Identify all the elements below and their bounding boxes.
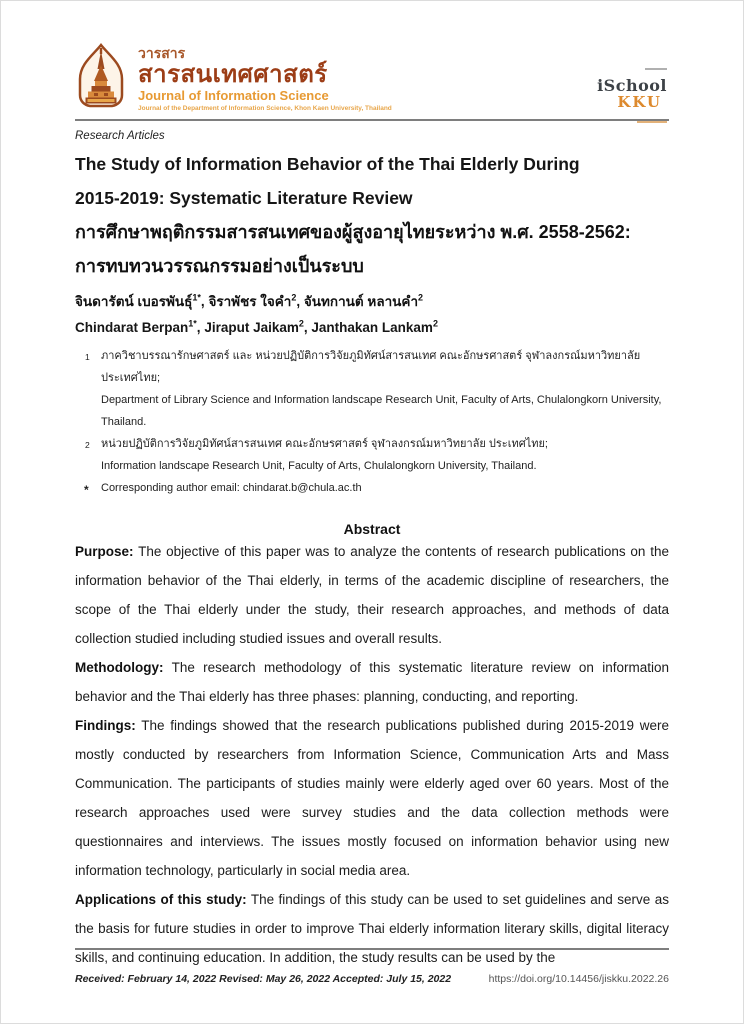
- journal-header: [75, 43, 669, 117]
- findings-text: The findings showed that the research publications published during 2015-2019 were mostly conducted by researchers from Information Science, Communication Arts and Mass Communication. The participants of studies mainly were elderly aged over 60 years. Most of the research approaches used were survey studies and the data collection methods were questionnaires and interviews. The issues mostly focused on information behavior using new information technology, particularly in social media area.: [75, 718, 669, 878]
- journal-tagline: Journal of the Department of Information Science, Khon Kaen University, Thailand: [138, 105, 392, 112]
- abstract-heading: Abstract: [343, 521, 401, 537]
- abstract-methodology-paragraph: [75, 653, 669, 711]
- author-en-2: Jiraput Jaikam: [204, 320, 299, 335]
- article-title-th-line2: การทบทวนวรรณกรรมอย่างเป็นระบบ: [75, 256, 364, 276]
- methodology-label: Methodology:: [75, 660, 164, 675]
- author-en-1: Chindarat Berpan: [75, 320, 189, 335]
- article-history-dates: Received: February 14, 2022 Revised: May 26, 2022 Accepted: July 15, 2022: [75, 973, 452, 985]
- author-separator: ,: [296, 294, 304, 309]
- affiliation-2-thai: หน่วยปฏิบัติการวิจัยภูมิทัศน์สารสนเทศ คณะอักษรศาสตร์ จุฬาลงกรณ์มหาวิทยาลัย ประเทศไทย;: [101, 438, 548, 450]
- methodology-text: The research methodology of this systematic literature review on information behavior and the Thai elderly has three phases: planning, conducting, and reporting.: [75, 660, 669, 704]
- corresponding-author-note: [75, 477, 669, 499]
- authors-thai: [75, 290, 669, 312]
- author-th-1-affil-mark: 1*: [192, 292, 201, 303]
- author-en-3: Janthakan Lankam: [311, 320, 433, 335]
- affiliation-2-english: Information landscape Research Unit, Faculty of Arts, Chulalongkorn University, Thailand.: [101, 460, 537, 472]
- affiliation-1-english: Department of Library Science and Information landscape Research Unit, Faculty of Arts, Chulalongkorn University, Thailand.: [101, 394, 662, 428]
- page-footer: [75, 948, 669, 985]
- article-title-en-line1: The Study of Information Behavior of the Thai Elderly During: [75, 154, 580, 174]
- abstract-purpose-paragraph: [75, 537, 669, 653]
- ischool-tagline-bar-top: [645, 68, 667, 70]
- author-th-3-affil-mark: 2: [418, 292, 424, 303]
- author-en-1-affil-mark: 1*: [188, 318, 197, 329]
- author-en-3-affil-mark: 2: [432, 318, 438, 329]
- corresponding-marker: *: [84, 483, 89, 497]
- purpose-label: Purpose:: [75, 544, 134, 559]
- author-separator: ,: [200, 294, 209, 309]
- authors-english: [75, 320, 669, 335]
- affiliation-1-marker: 1: [85, 352, 90, 362]
- abstract-findings-paragraph: [75, 711, 669, 885]
- article-title: [75, 147, 669, 283]
- findings-label: Findings:: [75, 718, 136, 733]
- affiliations-list: [75, 345, 669, 499]
- section-label: Research Articles: [75, 130, 165, 142]
- purpose-text: The objective of this paper was to analyze the contents of research publications on the information behavior of the Thai elderly, in terms of the academic discipline of researchers, the scope of the Thai elderly under the study, their research approaches, and methods of data collection studied including studied issues and overall results.: [75, 544, 669, 646]
- corresponding-email-text: Corresponding author email: chindarat.b@chula.ac.th: [101, 482, 362, 494]
- journal-logo: [75, 43, 392, 117]
- affiliation-1: [75, 345, 669, 433]
- applications-text: The findings of this study can be used to set guidelines and serve as the basis for future studies in order to improve Thai elderly information literary skills, digital literacy skills, and continuing education. In addition, the study results can be used by the: [75, 892, 669, 965]
- ischool-kku-logo: [597, 59, 669, 128]
- author-th-2: จิราพัชร ใจคำ: [208, 294, 292, 309]
- journal-emblem-icon: [75, 43, 127, 117]
- journal-name-english: Journal of Information Science: [138, 88, 329, 103]
- abstract-body: [75, 537, 669, 972]
- journal-name-thai-small: วารสาร: [138, 45, 186, 61]
- ischool-logo-text: iSchool: [597, 76, 667, 95]
- journal-logo-text: [138, 43, 392, 117]
- affiliation-2-marker: 2: [85, 440, 90, 450]
- footer-divider: [75, 948, 669, 950]
- affiliation-1-thai: ภาควิชาบรรณารักษศาสตร์ และ หน่วยปฏิบัติการวิจัยภูมิทัศน์สารสนเทศ คณะอักษรศาสตร์ จุฬาลงกรณ์มหาวิทยาลัย ประเทศไทย;: [101, 350, 641, 384]
- applications-label: Applications of this study:: [75, 892, 247, 907]
- affiliation-2: [75, 433, 669, 477]
- journal-name-thai-large: สารสนเทศศาสตร์: [138, 61, 328, 88]
- author-th-1: จินดารัตน์ เบอรพันธุ์: [75, 294, 193, 309]
- author-th-2-affil-mark: 2: [291, 292, 297, 303]
- doi-link[interactable]: https://doi.org/10.14456/jiskku.2022.26: [488, 973, 669, 985]
- author-separator: ,: [196, 320, 205, 335]
- author-th-3: จันทกานต์ หลานคำ: [303, 294, 419, 309]
- article-title-en-line2: 2015-2019: Systematic Literature Review: [75, 188, 413, 208]
- ischool-kku-text: KKU: [617, 93, 662, 111]
- author-en-2-affil-mark: 2: [298, 318, 304, 329]
- ischool-tagline-bar-bottom: [637, 121, 667, 123]
- article-title-th-line1: การศึกษาพฤติกรรมสารสนเทศของผู้สูงอายุไทยระหว่าง พ.ศ. 2558-2562:: [75, 222, 631, 242]
- author-separator: ,: [303, 320, 312, 335]
- header-divider: [75, 119, 669, 121]
